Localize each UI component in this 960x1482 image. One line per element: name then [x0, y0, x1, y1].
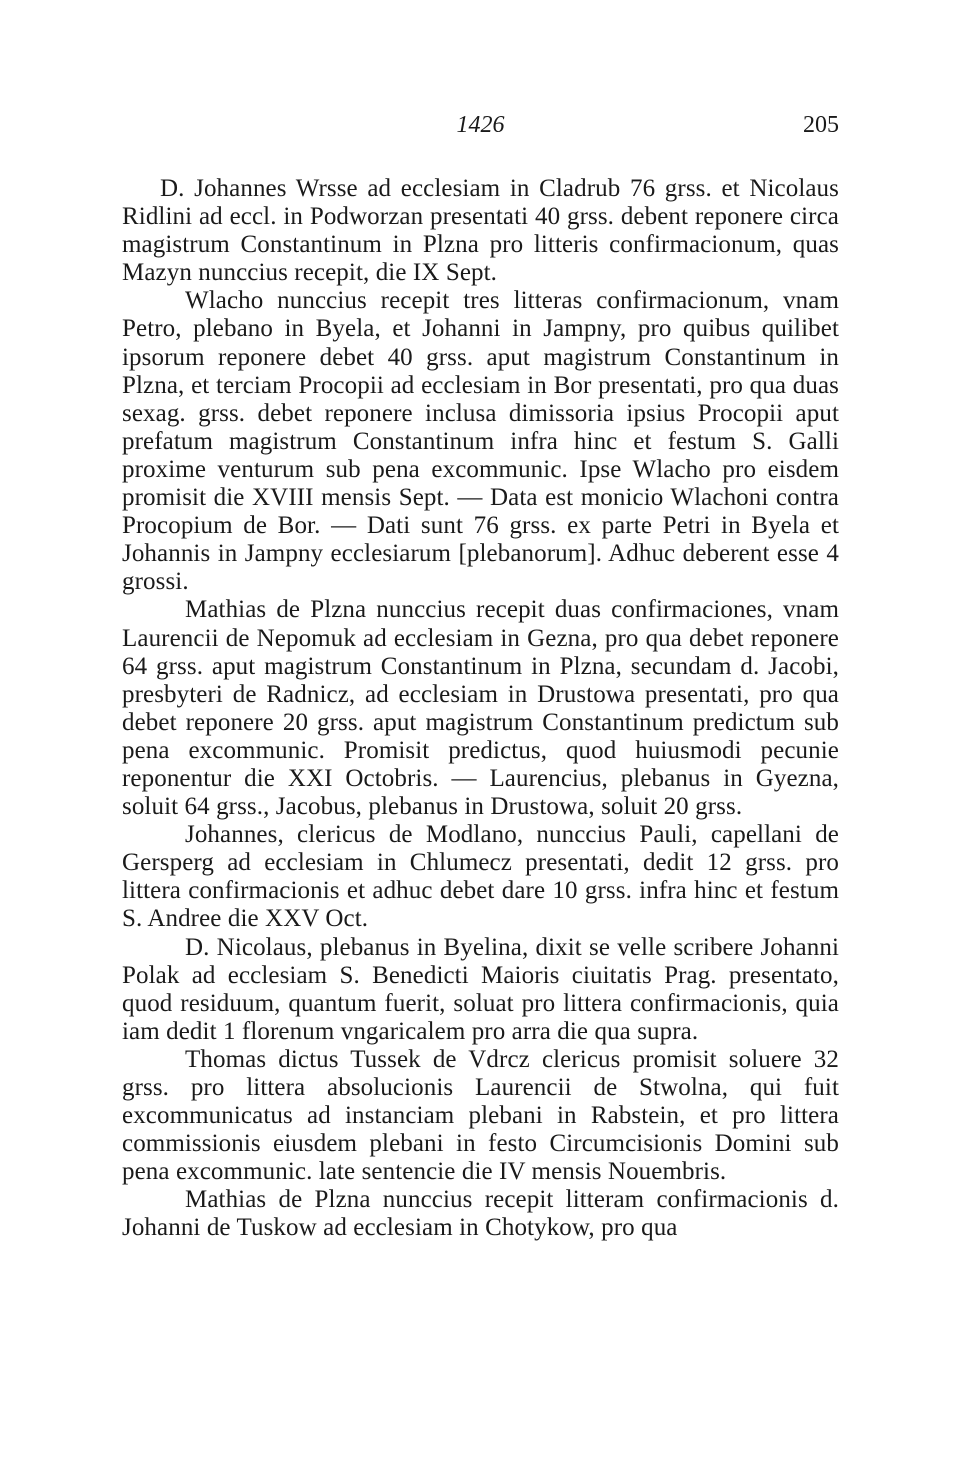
- running-header: [122, 112, 839, 146]
- paragraph: Thomas dictus Tussek de Vdrcz clericus promisit soluere 32 grss. pro littera absolucionis Laurencii de Stwolna, qui fuit excommunicatus ad instanciam plebani in Rabstein, et pro littera commissionis eiusdem plebani in festo Circumcisionis Domini sub pena excommunic. late sentencie die IV mensis Nouembris.: [122, 1045, 839, 1186]
- paragraph: D. Johannes Wrsse ad ecclesiam in Cladrub 76 grss. et Nicolaus Ridlini ad eccl. in Podworzan presentati 40 grss. debent reponere circa magistrum Constantinum in Plzna pro litteris confirmacionum, quas Mazyn nunccius recepit, die IX Sept.: [122, 175, 839, 287]
- paragraph: Wlacho nunccius recepit tres litteras confirmacionum, vnam Petro, plebano in Byela, et Johanni in Jampny, pro quibus quilibet ipsorum reponere debet 40 grss. aput magistrum Constantinum in Plzna, et terciam Procopii ad ecclesiam in Bor presentati, pro qua duas sexag. grss. debet reponere inclusa dimissoria ipsius Procopii aput prefatum magistrum Constantinum infra hinc et festum S. Galli proxime venturum sub pena excommunic. Ipse Wlacho pro eisdem promisit die XVIII mensis Sept. — Data est monicio Wlachoni contra Procopium de Bor. — Dati sunt 76 grss. ex parte Petri in Byela et Johannis in Jampny ecclesiarum [plebanorum]. Adhuc deberent esse 4 grossi.: [122, 287, 839, 596]
- header-year: 1426: [456, 112, 505, 138]
- paragraph: Johannes, clericus de Modlano, nunccius Pauli, capellani de Gersperg ad ecclesiam in Chlumecz presentati, dedit 12 grss. pro littera confirmacionis et adhuc debet dare 10 grss. infra hinc et festum S. Andree die XXV Oct.: [122, 821, 839, 933]
- body-text: [122, 175, 839, 1243]
- paragraph: Mathias de Plzna nunccius recepit litteram confirmacionis d. Johanni de Tuskow ad ecclesiam in Chotykow, pro qua: [122, 1186, 839, 1242]
- paragraph: D. Nicolaus, plebanus in Byelina, dixit se velle scribere Johanni Polak ad ecclesiam S. Benedicti Maioris ciuitatis Prag. presentato, quod residuum, quantum fuerit, soluat pro littera confirmacionis, quia iam dedit 1 florenum vngaricalem pro arra die qua supra.: [122, 933, 839, 1045]
- page-number: 205: [803, 112, 839, 138]
- paragraph: Mathias de Plzna nunccius recepit duas confirmaciones, vnam Laurencii de Nepomuk ad ecclesiam in Gezna, pro qua debet reponere 64 grss. aput magistrum Constantinum in Plzna, secundam d. Jacobi, presbyteri de Radnicz, ad ecclesiam in Drustowa presentati, pro qua debet reponere 20 grss. aput magistrum Constantinum predictum sub pena excommunic. Promisit predictus, quod huiusmodi pecunie reponentur die XXI Octobris. — Laurencius, plebanus in Gyezna, soluit 64 grss., Jacobus, plebanus in Drustowa, soluit 20 grss.: [122, 596, 839, 821]
